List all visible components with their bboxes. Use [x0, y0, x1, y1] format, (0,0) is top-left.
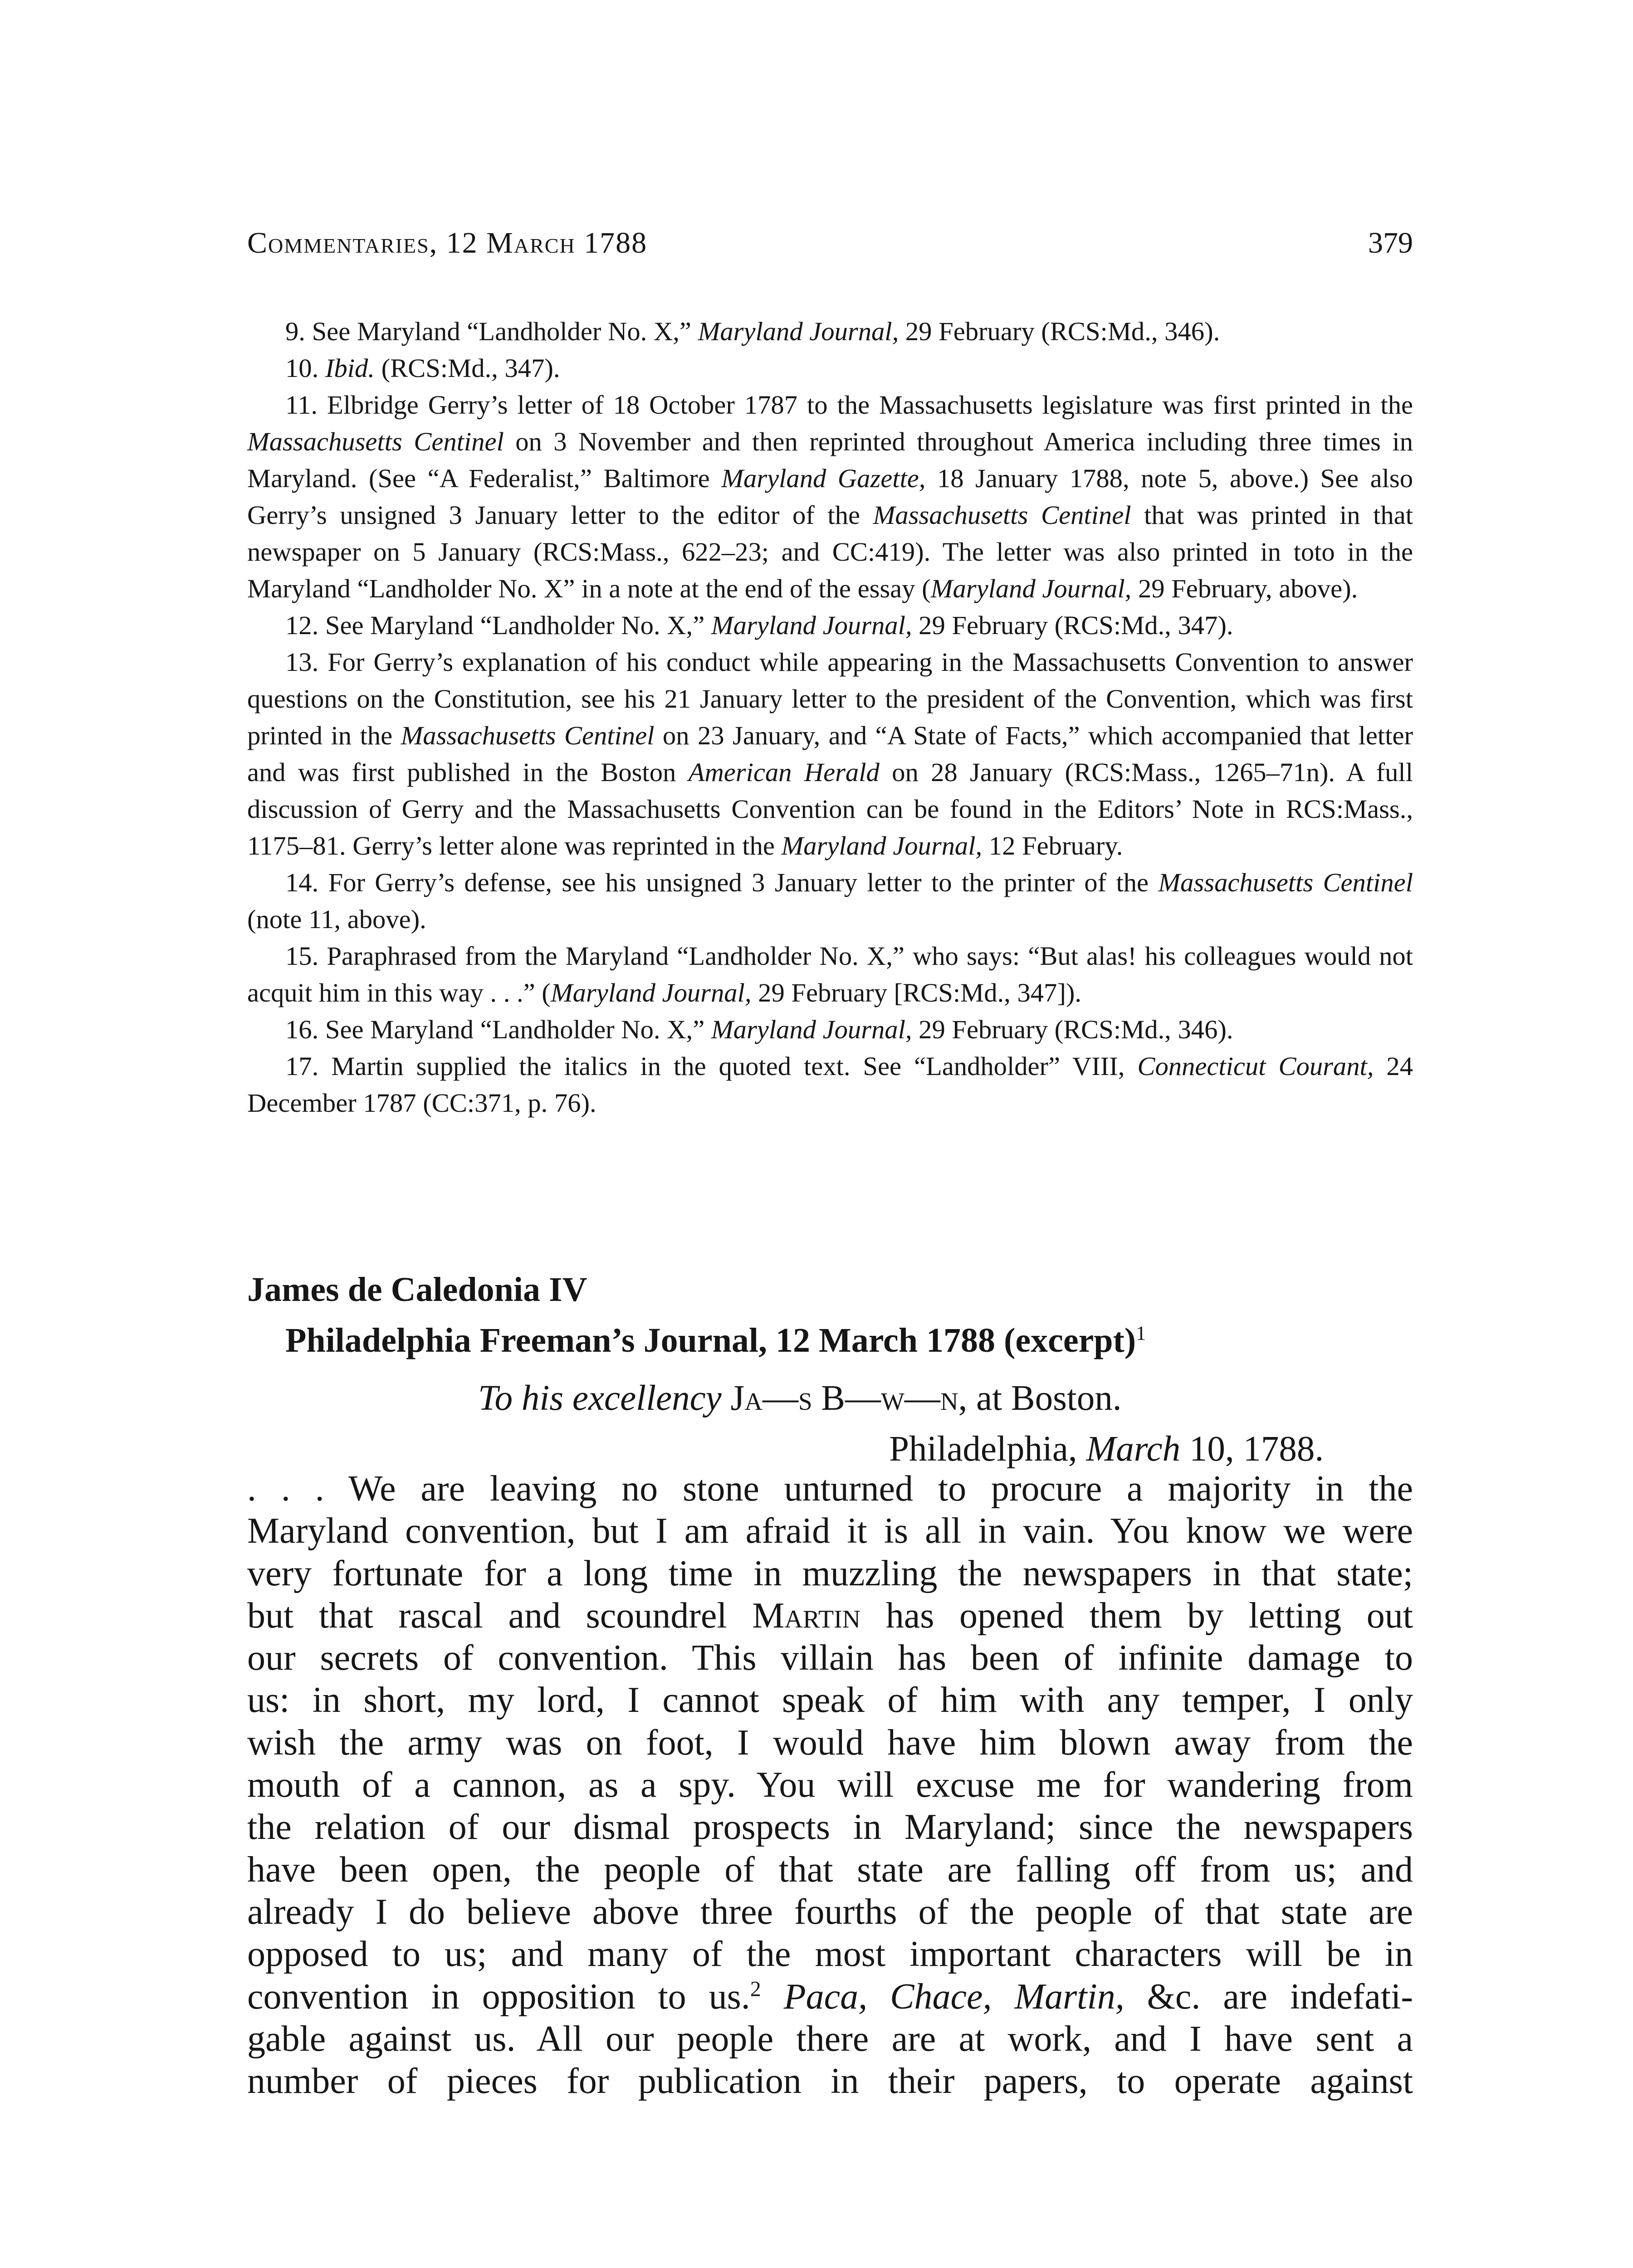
- text-run: Maryland Journal,: [930, 574, 1132, 603]
- text-run: Maryland Journal,: [711, 1015, 912, 1044]
- text-line: [247, 1468, 1413, 1510]
- text-line: [247, 1849, 1413, 1891]
- text-line: [247, 1637, 1413, 1679]
- text-run: has opened them by letting out: [861, 1595, 1413, 1636]
- endnote: [247, 607, 1413, 644]
- endnote: [247, 644, 1413, 864]
- text-run: but that rascal and scoundrel: [247, 1595, 753, 1636]
- running-head-title: Commentaries, 12 March 1788: [247, 226, 648, 259]
- endnote-number: 17.: [285, 1051, 332, 1081]
- text-run: gable against us. All our people there are at work, and I have sent a: [247, 2019, 1413, 2059]
- text-run: Maryland convention, but I am afraid it is all in vain. You know we were: [247, 1511, 1413, 1551]
- endnote-number: 16.: [285, 1015, 325, 1044]
- text-run: To his excellency: [478, 1378, 722, 1418]
- text-line: [247, 1679, 1413, 1721]
- text-run: American Herald: [688, 758, 880, 787]
- text-run: Martin: [752, 1595, 861, 1636]
- text-run: &c. are indefati-: [1124, 1976, 1413, 2017]
- text-run: Elbridge Gerry’s letter of 18 October 1787 to the Massachusetts legislature was first printed in the: [327, 390, 1413, 420]
- page-number: 379: [1368, 226, 1413, 259]
- text-run: See Maryland “Landholder No. X,”: [312, 317, 698, 346]
- text-line: [247, 2060, 1413, 2102]
- text-run: Maryland Journal,: [781, 831, 983, 860]
- endnote: [247, 864, 1413, 938]
- text-run: Connecticut Courant,: [1137, 1051, 1374, 1081]
- text-run: March: [1086, 1429, 1181, 1469]
- text-run: convention in opposition to us.: [247, 1976, 750, 2017]
- text-run: [722, 1378, 731, 1418]
- text-line: [247, 1510, 1413, 1552]
- text-run: Ja—s B—w—n: [730, 1378, 958, 1418]
- text-run: 29 February (RCS:Md., 347).: [912, 611, 1233, 640]
- text-run: the relation of our dismal prospects in Maryland; since the newspapers: [247, 1807, 1413, 1848]
- text-run: number of pieces for publication in their papers, to operate against: [247, 2061, 1413, 2102]
- endnote: [247, 1011, 1413, 1048]
- text-run: Maryland Journal,: [550, 978, 752, 1007]
- text-run: For Gerry’s defense, see his unsigned 3 January letter to the printer of the: [328, 868, 1159, 897]
- text-run: 29 February, above).: [1131, 574, 1358, 603]
- text-run: (RCS:Md., 347).: [374, 353, 560, 383]
- text-run: Massachusetts Centinel: [247, 427, 504, 456]
- text-run: 29 February (RCS:Md., 346).: [899, 317, 1220, 346]
- text-run: Martin supplied the italics in the quoted text. See “Landholder” VIII,: [331, 1051, 1138, 1081]
- text-run: 10, 1788.: [1180, 1429, 1324, 1469]
- text-line: [247, 2018, 1413, 2060]
- endnote-number: 9.: [285, 317, 312, 346]
- text-run: Maryland Journal,: [698, 317, 899, 346]
- text-run: Massachusetts Centinel: [401, 721, 655, 750]
- text-run: 18 January 1788, note 5, above.) See also Gerry’s unsigned 3 January letter to the editor of the: [247, 464, 1413, 530]
- text-run: 29 February (RCS:Md., 346).: [912, 1015, 1233, 1044]
- document-title: James de Caledonia IV: [247, 1271, 587, 1309]
- text-run: [761, 1977, 784, 2017]
- text-run: that was printed in that newspaper on 5 January (RCS:Mass., 622–23; and CC:419). The letter was also printed in toto in the Maryland “Landholder No. X” in a note at the end of the essay (: [247, 500, 1413, 603]
- text-line: [247, 1976, 1413, 2018]
- text-run: opposed to us; and many of the most important characters will be in: [247, 1934, 1413, 1975]
- text-run: have been open, the people of that state are falling off from us; and: [247, 1849, 1413, 1890]
- endnote: [247, 313, 1413, 350]
- text-line: [247, 1722, 1413, 1764]
- text-run: already I do believe above three fourths of the people of that state are: [247, 1892, 1413, 1932]
- text-run: Philadelphia,: [889, 1429, 1086, 1469]
- footnote-ref: 2: [750, 1976, 761, 2001]
- endnote-number: 12.: [285, 611, 325, 640]
- running-head: [247, 226, 1413, 276]
- text-run: 12 February.: [982, 831, 1123, 860]
- text-run: on 28 January (RCS:Mass., 1265–71n). A full discussion of Gerry and the Massachusetts Convention can be found in the Editors’ Note in RCS:Mass., 1175–81. Gerry’s letter alone was reprinted in the: [247, 758, 1413, 860]
- endnote: [247, 350, 1413, 386]
- text-run: See Maryland “Landholder No. X,”: [325, 611, 711, 640]
- endnote: [247, 386, 1413, 607]
- text-run: Ibid.: [325, 353, 375, 383]
- text-run: our secrets of convention. This villain has been of infinite damage to: [247, 1638, 1413, 1678]
- endnote: [247, 938, 1413, 1011]
- endnote: [247, 1048, 1413, 1121]
- text-run: For Gerry’s explanation of his conduct while appearing in the Massachusetts Convention to answer questions on the Constitution, see his 21 January letter to the president of the Convention, which was first printed in the: [247, 647, 1413, 750]
- text-run: on 3 November and then reprinted throughout America including three times in Maryland. (See “A Federalist,” Baltimore: [247, 427, 1413, 493]
- endnote-number: 15.: [285, 941, 327, 971]
- document-subtitle: [247, 1321, 1413, 1360]
- footnote-ref: 1: [1136, 1322, 1146, 1344]
- text-line: [247, 1595, 1413, 1637]
- text-run: 29 February [RCS:Md., 347]).: [751, 978, 1082, 1007]
- document-source: Philadelphia Freeman’s Journal, 12 March 1788 (excerpt): [285, 1321, 1136, 1359]
- text-run: Maryland Gazette,: [721, 464, 926, 493]
- letter-body: [247, 1468, 1413, 2102]
- text-run: , at Boston.: [958, 1378, 1122, 1418]
- endnote-number: 11.: [285, 390, 328, 420]
- endnote-number: 10.: [285, 353, 325, 383]
- dateline: [889, 1429, 1324, 1470]
- text-run: on 23 January, and “A State of Facts,” which accompanied that letter and was first published in the Boston: [247, 721, 1413, 787]
- text-line: [247, 1933, 1413, 1975]
- text-run: wish the army was on foot, I would have him blown away from the: [247, 1722, 1413, 1763]
- text-run: (note 11, above).: [247, 904, 426, 934]
- text-run: 24 December 1787 (CC:371, p. 76).: [247, 1051, 1413, 1118]
- text-line: [247, 1553, 1413, 1595]
- text-line: [247, 1891, 1413, 1933]
- text-run: Paca, Chace, Martin,: [783, 1976, 1125, 2017]
- text-line: [247, 1806, 1413, 1848]
- text-run: Paraphrased from the Maryland “Landholder No. X,” who says: “But alas! his colleagues would not acquit him in this way . . .” (: [247, 941, 1413, 1007]
- text-run: very fortunate for a long time in muzzling the newspapers in that state;: [247, 1553, 1413, 1593]
- text-run: Maryland Journal,: [711, 611, 912, 640]
- text-run: Massachusetts Centinel: [873, 500, 1131, 530]
- text-run: mouth of a cannon, as a spy. You will excuse me for wandering from: [247, 1765, 1413, 1805]
- salutation: [478, 1378, 1122, 1419]
- endnote-number: 14.: [285, 868, 328, 897]
- text-run: See Maryland “Landholder No. X,”: [325, 1015, 711, 1044]
- endnotes: [247, 313, 1413, 1121]
- text-line: [247, 1764, 1413, 1806]
- text-run: . . . We are leaving no stone unturned to procure a majority in the: [247, 1469, 1413, 1509]
- text-run: us: in short, my lord, I cannot speak of him with any temper, I only: [247, 1680, 1413, 1721]
- text-run: Massachusetts Centinel: [1158, 868, 1413, 897]
- endnote-number: 13.: [285, 647, 328, 677]
